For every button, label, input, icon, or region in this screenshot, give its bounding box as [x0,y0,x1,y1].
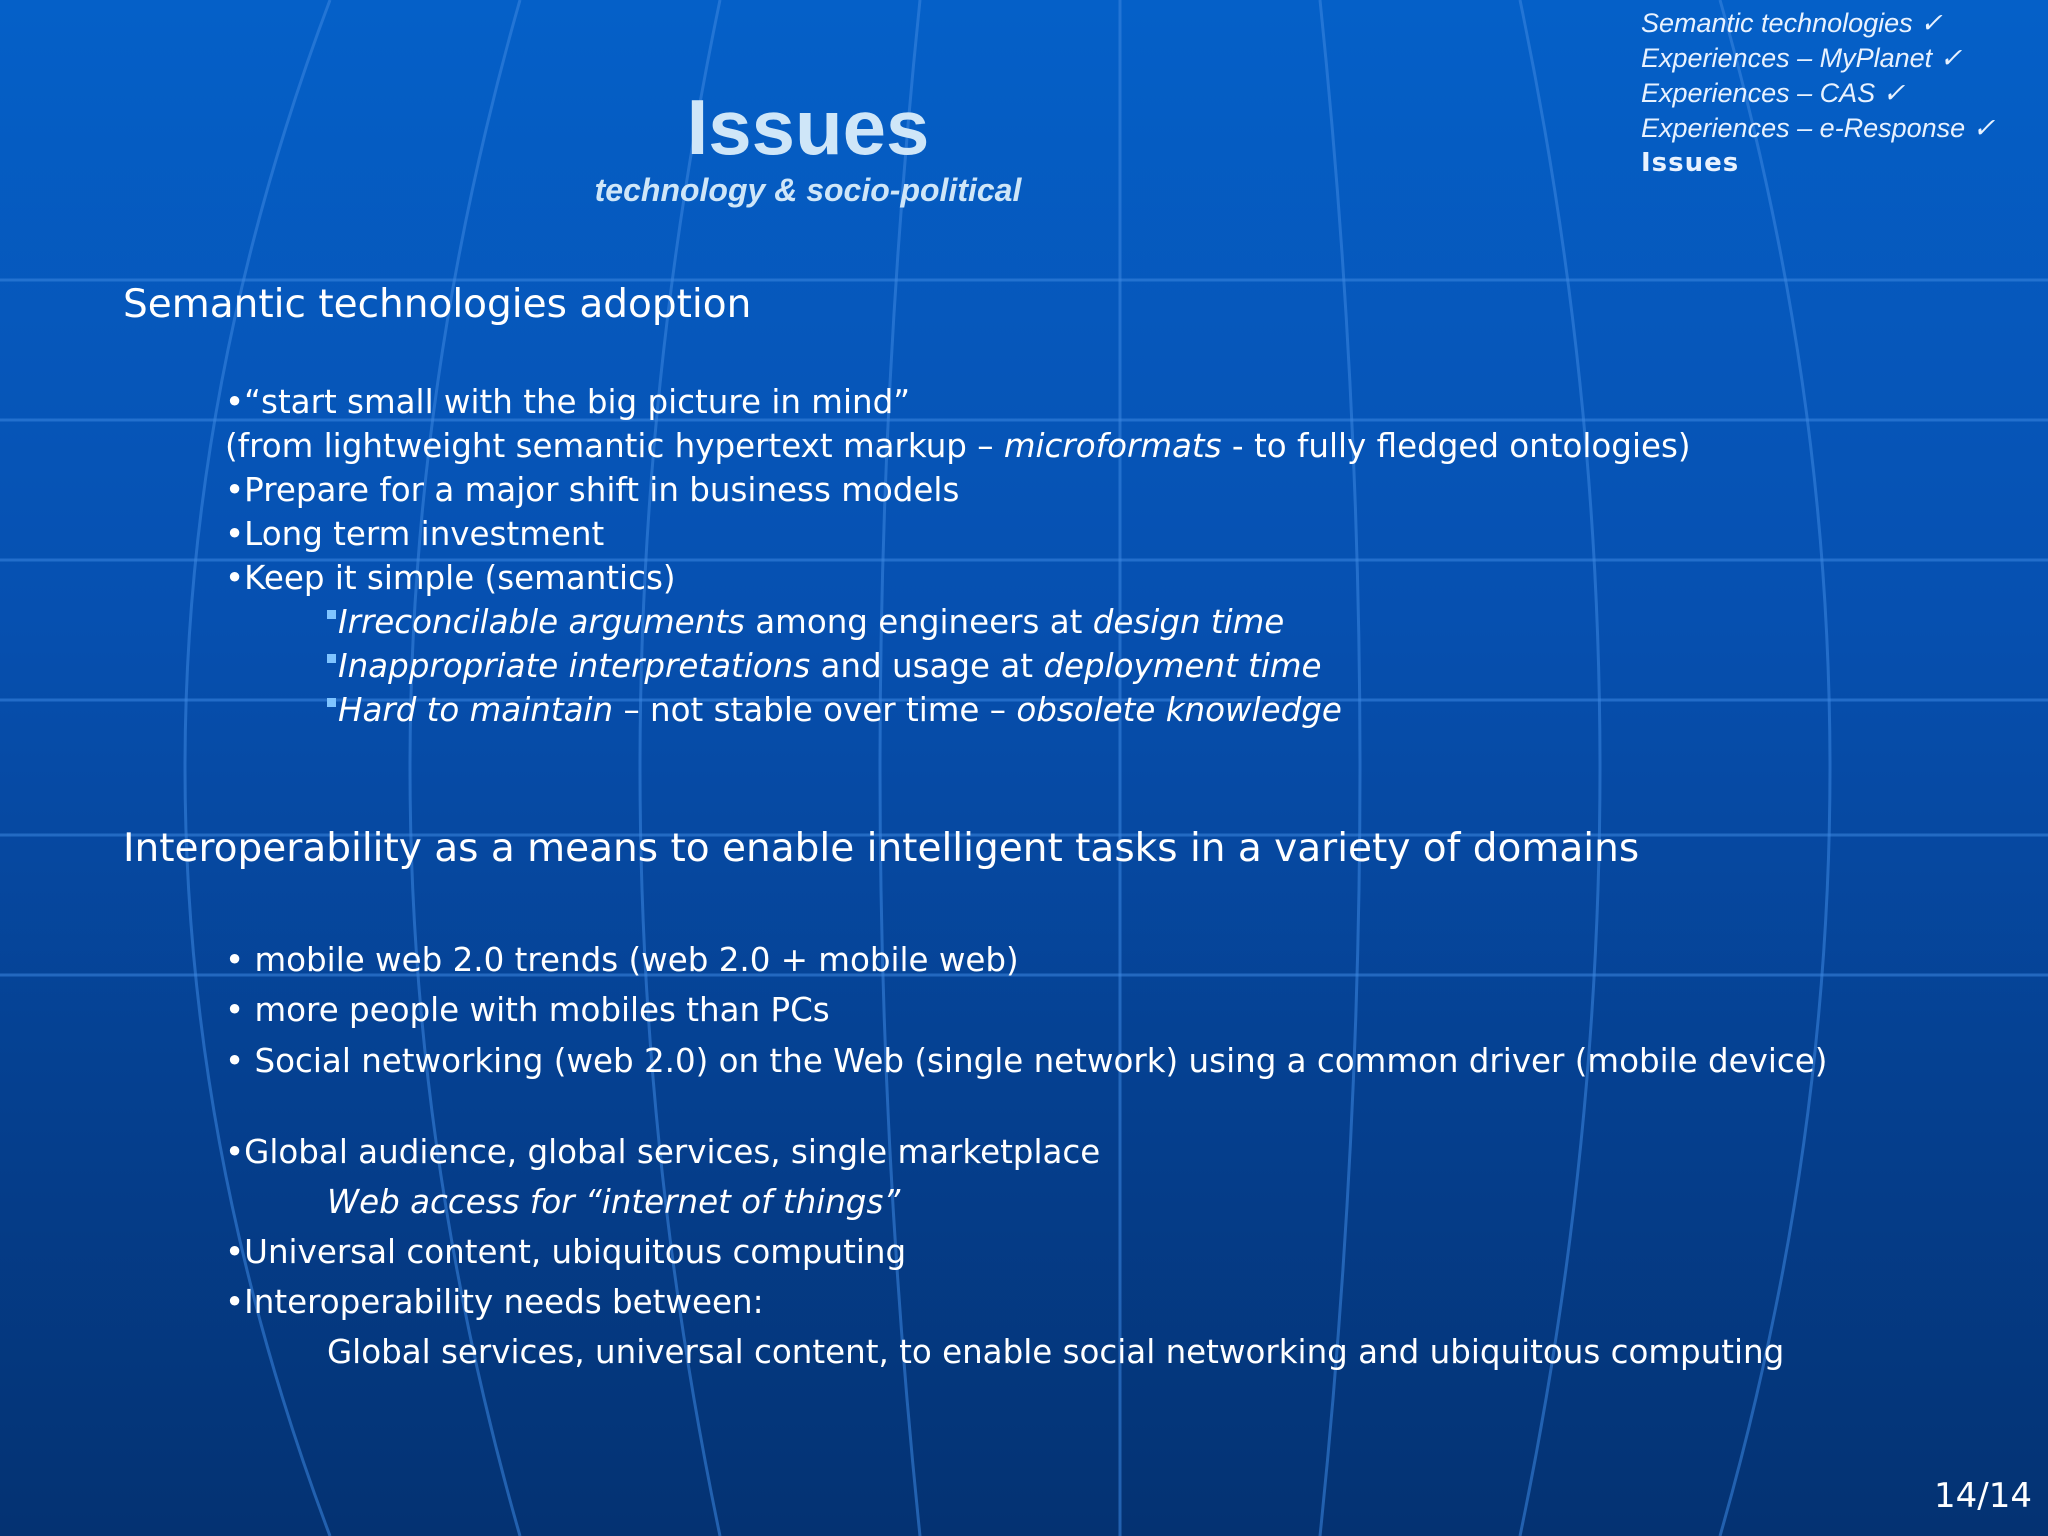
square-bullet-icon [327,654,336,663]
agenda-item-current: Issues [1641,148,1740,178]
bullet-mobile-web: • mobile web 2.0 trends (web 2.0 + mobile web) [225,941,1019,979]
bullet-start-small: •“start small with the big picture in mind” [225,383,911,421]
page-number: 14/14 [1934,1476,2032,1516]
sub-bullet-deployment-time: Inappropriate interpretations and usage at deployment time [327,644,1322,688]
agenda-nav [1641,6,1995,181]
section-heading-interoperability: Interoperability as a means to enable intelligent tasks in a variety of domains [123,826,1640,871]
agenda-item: Experiences – MyPlanet ✓ [1641,43,1963,73]
bullet-long-term: •Long term investment [225,515,605,553]
bullet-social-networking: • Social networking (web 2.0) on the Web (single network) using a common driver (mobile device) [225,1042,1828,1080]
bullet-universal-content: •Universal content, ubiquitous computing [225,1233,907,1271]
square-bullet-icon [327,610,336,619]
square-bullet-icon [327,698,336,707]
slide-subtitle: technology & socio-political [594,172,1022,208]
sub-bullet-obsolete-knowledge: Hard to maintain – not stable over time – obsolete knowledge [327,688,1342,732]
bullet-global-audience: •Global audience, global services, single marketplace [225,1133,1101,1171]
sub-bullet-design-time: Irreconcilable arguments among engineers at design time [327,600,1284,644]
agenda-item: Experiences – e-Response ✓ [1641,113,1996,143]
agenda-item: Semantic technologies ✓ [1641,8,1943,38]
bullet-business-models: •Prepare for a major shift in business models [225,471,960,509]
bullet-more-mobiles: • more people with mobiles than PCs [225,991,830,1029]
agenda-item: Experiences – CAS ✓ [1641,78,1906,108]
bullet-keep-simple: •Keep it simple (semantics) [225,559,676,597]
bullet-start-small-detail: (from lightweight semantic hypertext markup – microformats - to fully fledged ontologies) [225,427,1691,465]
sub-bullet-internet-of-things: Web access for “internet of things” [327,1183,901,1221]
bullet-interoperability-needs: •Interoperability needs between: [225,1283,764,1321]
section-heading-semantic-adoption: Semantic technologies adoption [123,282,752,327]
slide-title: Issues [686,83,930,171]
sub-bullet-global-services: Global services, universal content, to enable social networking and ubiquitous computing [327,1333,1785,1371]
